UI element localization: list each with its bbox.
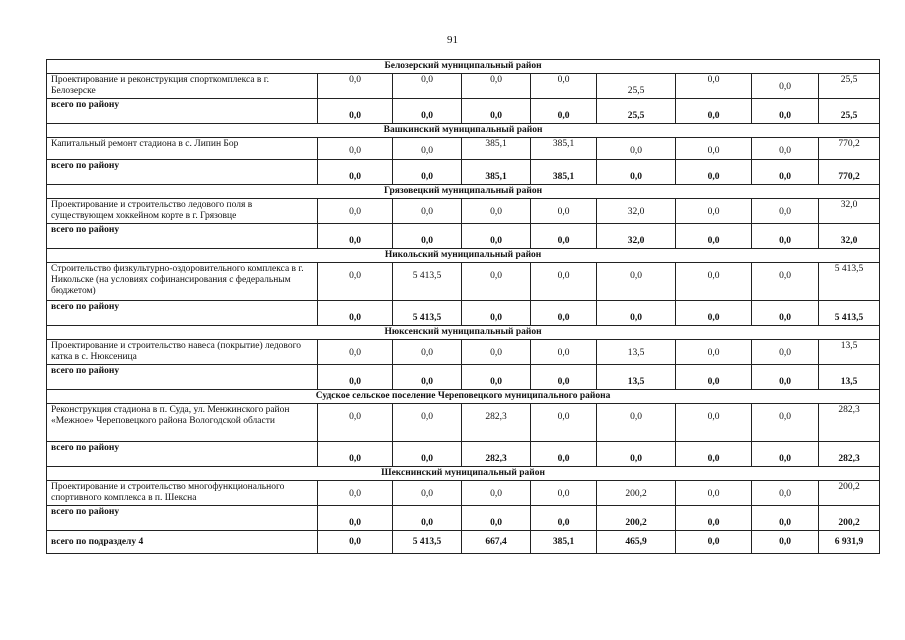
item-value-cell [393,74,462,99]
item-name: Проектирование и строительство ледового поля в существующем хоккейном корте в г. Грязовце [47,199,318,224]
item-name: Проектирование и реконструкция спорткомплекса в г. Белозерске [47,74,318,99]
item-value-cell [393,263,462,301]
item-value: 0,0 [349,412,361,422]
item-value-cell [752,138,819,160]
item-value: 0,0 [349,146,361,156]
section-header-row [47,60,880,74]
item-value-cell [597,481,676,506]
item-value: 0,0 [779,489,791,499]
total-value: 0,0 [393,506,462,531]
total-value: 13,5 [597,365,676,390]
total-label: всего по району [47,442,318,467]
item-value-cell [318,199,393,224]
item-value: 0,0 [779,207,791,217]
item-value-cell [462,263,531,301]
item-value-cell [819,340,880,365]
item-value: 0,0 [630,412,642,422]
grand-total-value: 385,1 [531,531,597,554]
item-value-cell [393,138,462,160]
item-name: Проектирование и строительство многофункционального спортивного комплекса в п. Шексна [47,481,318,506]
item-value-cell [531,74,597,99]
budget-table [46,59,880,554]
section-title: Судское сельское поселение Череповецкого муниципального района [47,390,880,404]
page-number: 91 [447,34,458,46]
item-value-cell [462,404,531,442]
total-value: 0,0 [393,160,462,185]
item-name: Строительство физкультурно-оздоровительного комплекса в г. Никольске (на условиях софинансирования с федеральным бюджетом) [47,263,318,301]
item-value: 0,0 [707,412,720,422]
item-value: 5 413,5 [412,271,442,281]
item-value: 0,0 [779,82,791,92]
item-value-cell [531,263,597,301]
total-value: 0,0 [318,506,393,531]
grand-total-value: 5 413,5 [393,531,462,554]
total-label: всего по району [47,160,318,185]
item-value-cell [393,404,462,442]
grand-total-row [47,531,880,554]
item-value: 0,0 [557,489,570,499]
item-value-cell [393,481,462,506]
item-value: 0,0 [490,271,502,281]
item-value-cell [462,199,531,224]
total-value: 0,0 [752,506,819,531]
total-value: 0,0 [318,99,393,124]
item-value-cell [819,74,880,99]
item-value-cell [752,404,819,442]
grand-total-value: 667,4 [462,531,531,554]
item-value: 0,0 [490,207,502,217]
total-value: 0,0 [752,99,819,124]
total-label: всего по району [47,301,318,326]
total-value: 0,0 [597,160,676,185]
item-value-cell [318,404,393,442]
item-value: 282,3 [485,412,507,422]
item-value: 0,0 [557,412,570,422]
item-row [47,481,880,506]
item-value-cell [318,481,393,506]
item-value: 0,0 [557,207,570,217]
item-value: 0,0 [779,412,791,422]
item-value-cell [597,404,676,442]
total-value: 0,0 [752,442,819,467]
total-value: 0,0 [393,224,462,249]
total-value: 0,0 [531,442,597,467]
item-value-cell [752,74,819,99]
item-row [47,199,880,224]
item-value-cell [676,263,752,301]
item-value: 13,5 [840,341,858,351]
section-title: Шекснинский муниципальный район [47,467,880,481]
total-value: 0,0 [676,99,752,124]
item-value: 0,0 [421,146,433,156]
item-value: 25,5 [627,86,645,96]
item-value-cell [676,481,752,506]
total-value: 0,0 [318,442,393,467]
section-title: Вашкинский муниципальный район [47,124,880,138]
grand-total-value: 0,0 [676,531,752,554]
item-row [47,74,880,99]
grand-total-value: 0,0 [752,531,819,554]
item-value-cell [462,340,531,365]
item-row [47,340,880,365]
item-value-cell [819,199,880,224]
total-label: всего по району [47,99,318,124]
district-total-row [47,506,880,531]
total-value: 0,0 [318,160,393,185]
item-value-cell [819,138,880,160]
total-value: 13,5 [819,365,880,390]
item-value: 0,0 [349,348,361,358]
total-value: 0,0 [597,301,676,326]
item-value: 25,5 [840,75,858,85]
total-value: 0,0 [318,224,393,249]
item-value-cell [597,199,676,224]
item-value: 0,0 [421,489,433,499]
item-value: 0,0 [630,146,642,156]
item-value-cell [752,263,819,301]
item-value-cell [462,74,531,99]
total-value: 0,0 [531,365,597,390]
section-header-row [47,249,880,263]
total-value: 0,0 [531,224,597,249]
total-value: 25,5 [819,99,880,124]
total-value: 282,3 [462,442,531,467]
district-total-row [47,99,880,124]
total-value: 0,0 [462,506,531,531]
total-value: 0,0 [318,301,393,326]
total-value: 0,0 [752,160,819,185]
item-value-cell [531,481,597,506]
item-value: 0,0 [421,348,433,358]
item-value-cell [752,481,819,506]
item-value: 32,0 [627,207,645,217]
item-value: 0,0 [490,75,502,85]
total-value: 385,1 [531,160,597,185]
item-value-cell [462,138,531,160]
item-value-cell [819,404,880,442]
section-header-row [47,390,880,404]
grand-total-label: всего по подразделу 4 [47,531,318,554]
district-total-row [47,160,880,185]
item-value: 0,0 [707,146,720,156]
total-value: 32,0 [819,224,880,249]
item-value-cell [597,340,676,365]
item-value: 0,0 [421,207,433,217]
total-value: 0,0 [531,506,597,531]
item-value: 282,3 [838,405,860,415]
item-name: Реконструкция стадиона в п. Суда, ул. Менжинского район «Межное» Череповецкого района Вологодской области [47,404,318,442]
item-value-cell [676,404,752,442]
item-value: 200,2 [838,482,860,492]
item-value: 0,0 [707,75,720,85]
item-value: 770,2 [838,139,860,149]
item-value-cell [531,138,597,160]
item-value: 0,0 [490,489,502,499]
item-value-cell [752,340,819,365]
item-value-cell [393,199,462,224]
item-value: 0,0 [557,271,570,281]
item-value: 0,0 [421,75,433,85]
item-value: 385,1 [485,139,507,149]
item-value: 0,0 [490,348,502,358]
item-value-cell [676,74,752,99]
section-header-row [47,124,880,138]
item-value: 13,5 [627,348,645,358]
total-label: всего по району [47,224,318,249]
item-value: 0,0 [349,489,361,499]
total-value: 0,0 [462,365,531,390]
item-value: 0,0 [421,412,433,422]
total-value: 0,0 [531,301,597,326]
item-value-cell [318,74,393,99]
total-value: 0,0 [393,365,462,390]
item-value: 0,0 [557,348,570,358]
item-value: 0,0 [779,271,791,281]
total-label: всего по району [47,365,318,390]
item-value-cell [531,404,597,442]
item-value-cell [531,340,597,365]
item-value: 0,0 [349,207,361,217]
item-value: 32,0 [840,200,858,210]
item-value: 0,0 [349,271,361,281]
item-value-cell [597,138,676,160]
item-value-cell [819,481,880,506]
total-value: 282,3 [819,442,880,467]
total-value: 0,0 [318,365,393,390]
total-value: 0,0 [393,442,462,467]
item-value-cell [318,263,393,301]
section-header-row [47,326,880,340]
total-value: 0,0 [676,160,752,185]
total-value: 0,0 [676,224,752,249]
total-value: 200,2 [819,506,880,531]
total-value: 0,0 [752,365,819,390]
item-value-cell [531,199,597,224]
section-title: Никольский муниципальный район [47,249,880,263]
total-value: 0,0 [462,99,531,124]
section-title: Грязовецкий муниципальный район [47,185,880,199]
item-value: 0,0 [707,348,720,358]
total-value: 32,0 [597,224,676,249]
total-value: 0,0 [462,301,531,326]
item-row [47,138,880,160]
item-value: 0,0 [779,146,791,156]
total-value: 0,0 [393,99,462,124]
item-value-cell [318,138,393,160]
district-total-row [47,224,880,249]
item-value-cell [676,340,752,365]
item-value: 0,0 [349,75,361,85]
section-header-row [47,185,880,199]
item-value-cell [676,138,752,160]
total-value: 0,0 [676,301,752,326]
item-name: Проектирование и строительство навеса (покрытие) ледового катка в с. Нюксеница [47,340,318,365]
section-title: Белозерский муниципальный район [47,60,880,74]
total-value: 385,1 [462,160,531,185]
item-value-cell [676,199,752,224]
item-value-cell [752,199,819,224]
item-value-cell [597,263,676,301]
item-value-cell [819,263,880,301]
total-value: 0,0 [676,365,752,390]
item-value: 0,0 [557,75,570,85]
item-value-cell [597,74,676,99]
total-value: 770,2 [819,160,880,185]
item-value: 200,2 [625,489,647,499]
item-row [47,404,880,442]
item-value: 0,0 [707,207,720,217]
item-value: 0,0 [630,271,642,281]
item-row [47,263,880,301]
item-value-cell [318,340,393,365]
item-value: 0,0 [707,489,720,499]
total-value: 0,0 [531,99,597,124]
district-total-row [47,442,880,467]
section-title: Нюксенский муниципальный район [47,326,880,340]
total-value: 5 413,5 [393,301,462,326]
total-value: 0,0 [752,301,819,326]
grand-total-value: 6 931,9 [819,531,880,554]
item-value: 5 413,5 [834,264,864,274]
total-label: всего по району [47,506,318,531]
total-value: 0,0 [597,442,676,467]
item-name: Капитальный ремонт стадиона в с. Липин Бор [47,138,318,160]
item-value-cell [462,481,531,506]
grand-total-value: 0,0 [318,531,393,554]
total-value: 0,0 [462,224,531,249]
total-value: 25,5 [597,99,676,124]
total-value: 0,0 [676,442,752,467]
item-value: 0,0 [779,348,791,358]
district-total-row [47,365,880,390]
total-value: 0,0 [676,506,752,531]
total-value: 5 413,5 [819,301,880,326]
item-value: 385,1 [552,139,575,149]
item-value: 0,0 [707,271,720,281]
total-value: 0,0 [752,224,819,249]
grand-total-value: 465,9 [597,531,676,554]
total-value: 200,2 [597,506,676,531]
item-value-cell [393,340,462,365]
section-header-row [47,467,880,481]
district-total-row [47,301,880,326]
